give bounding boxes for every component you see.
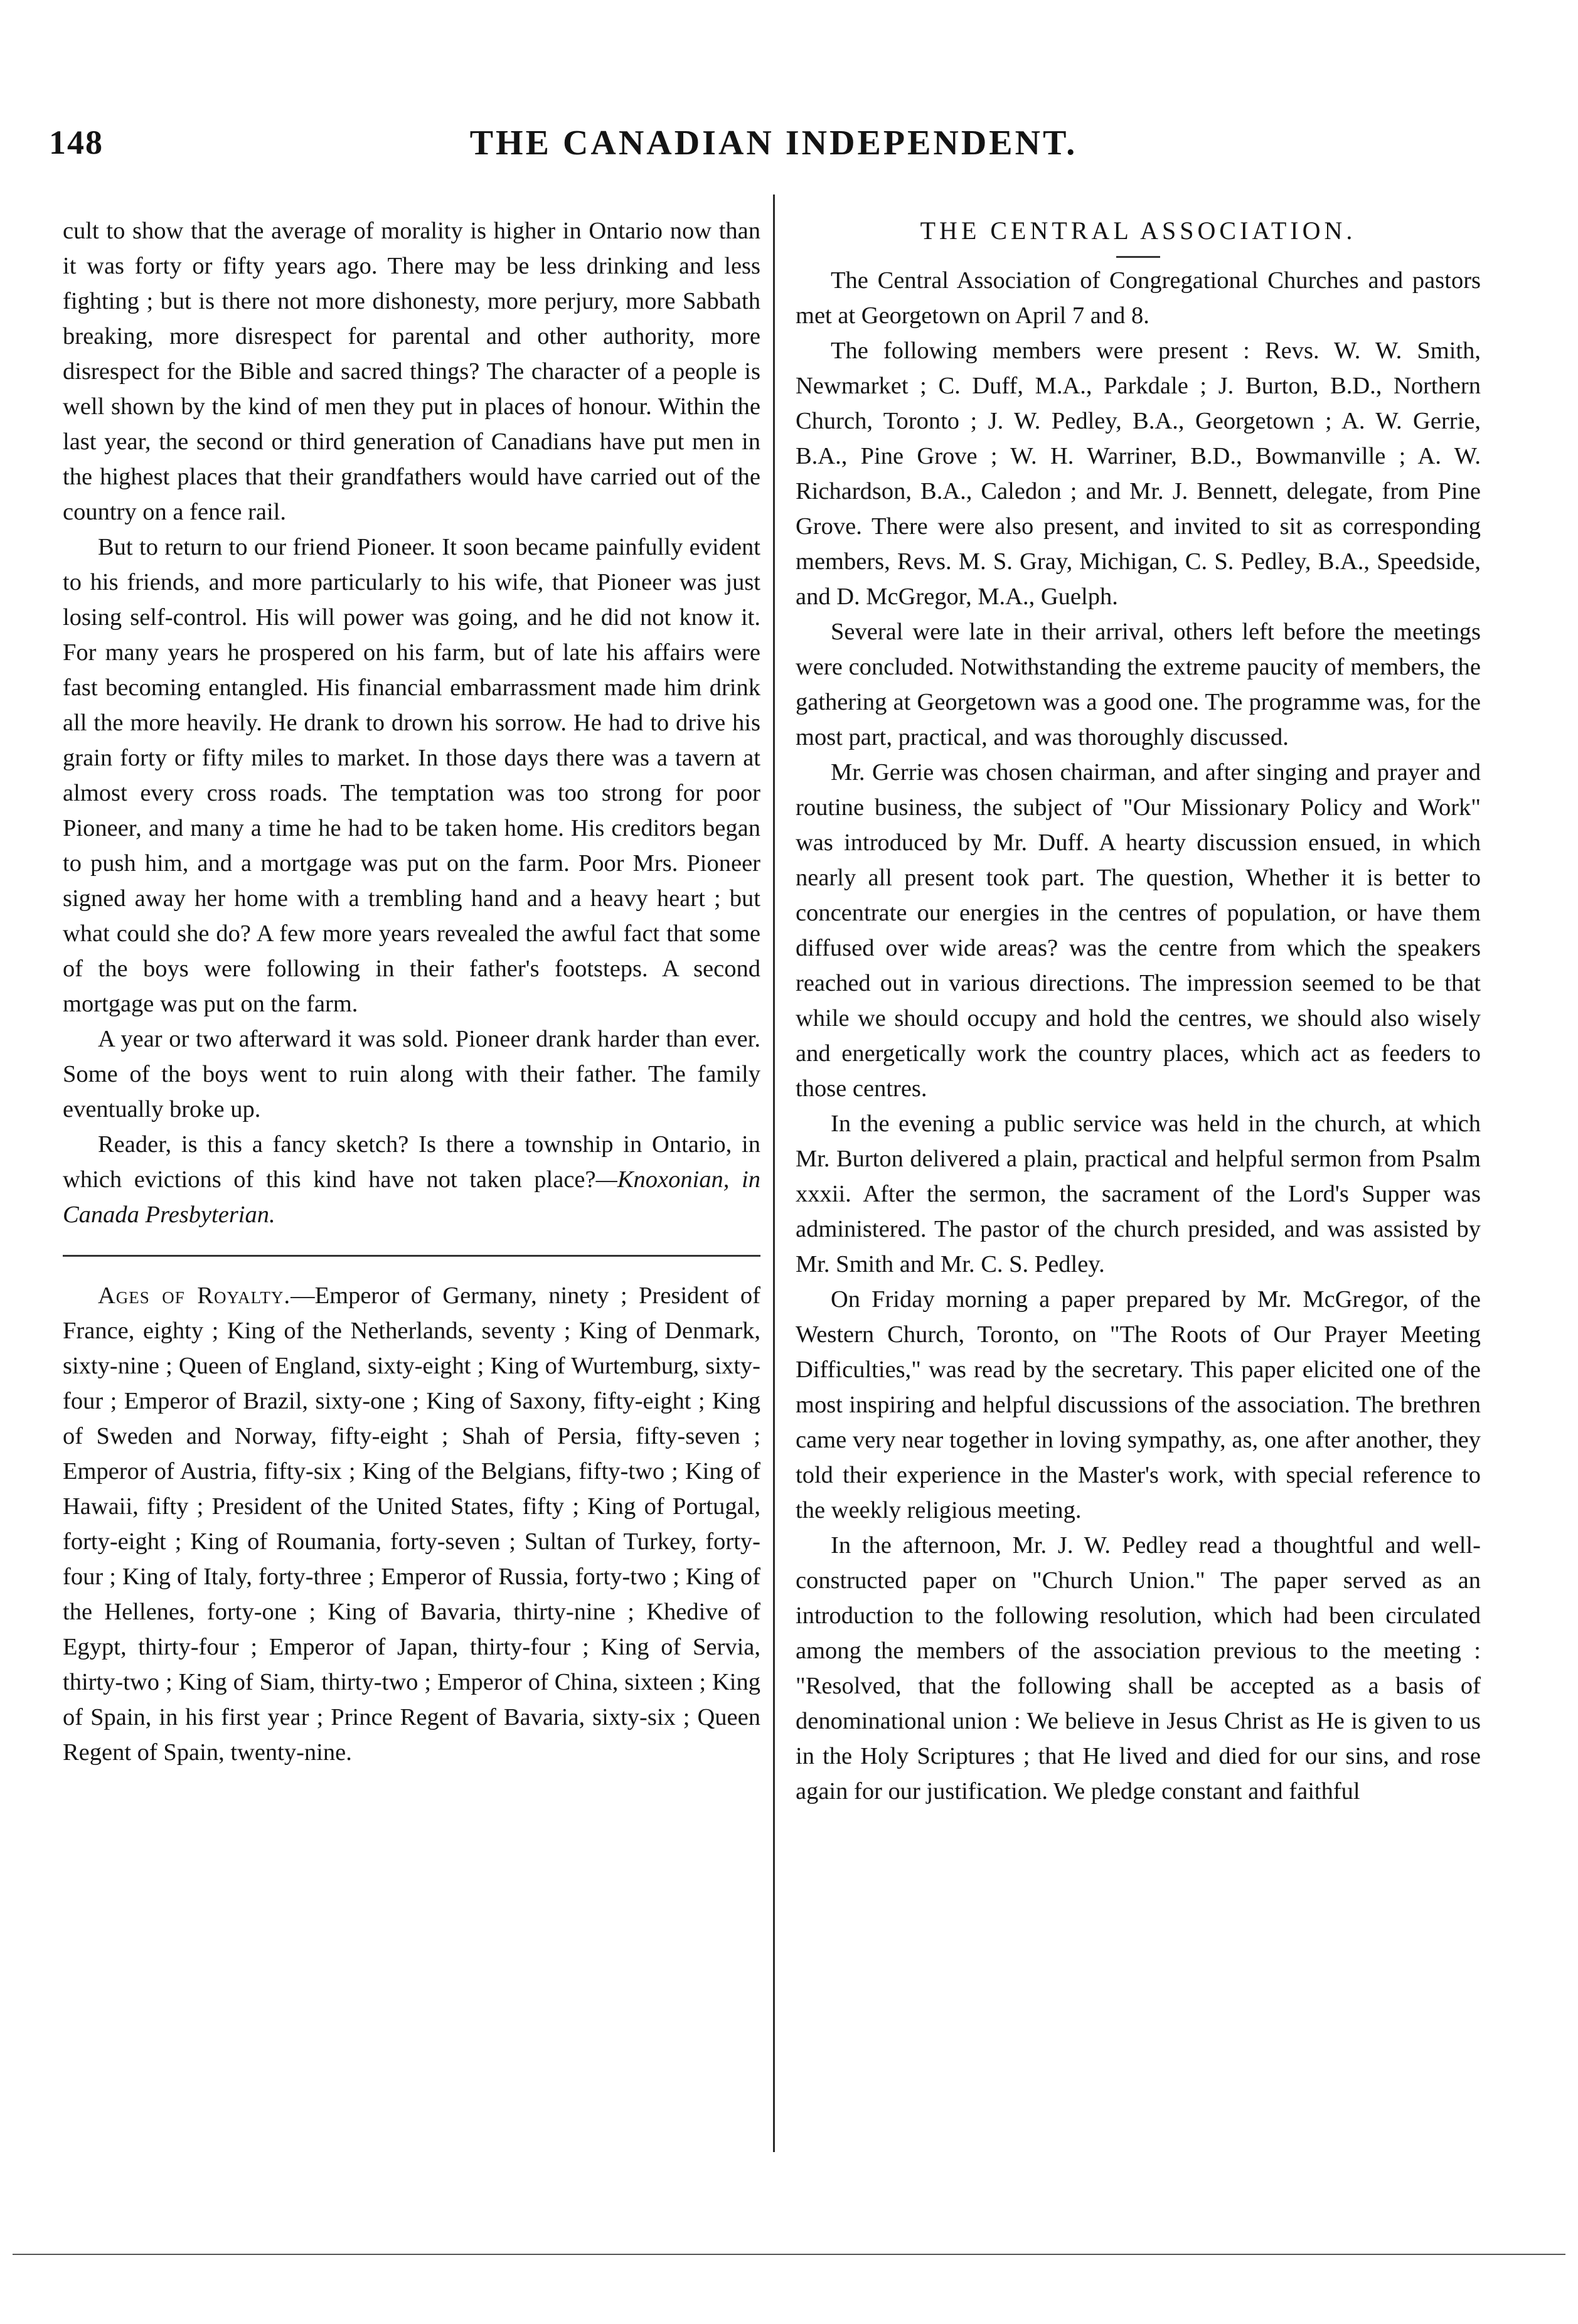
paragraph: But to return to our friend Pioneer. It soon became painfully evident to his friends, and more particularly to his wife, that Pioneer was just losing self-control. His will power was going, and he did not know it. For many years he prospered on his farm, but of late his affairs were fast becoming entangled. His financial embarrassment made him drink all the more heavily. He drank to drown his sorrow. He had to drive his grain forty or fifty miles to market. In those days there was a tavern at almost every cross roads. The temptation was too strong for poor Pioneer, and many a time he had to be taken home. His creditors began to push him, and a mortgage was put on the farm. Poor Mrs. Pioneer signed away her home with a trembling hand and a heavy heart ; but what could she do? A few more years revealed the awful fact that some of the boys were following in their father's footsteps. A second mortgage was put on the farm.	[63, 534, 760, 1017]
left-column	[63, 213, 760, 1770]
paragraph: In the evening a public service was held in the church, at which Mr. Burton delivered a plain, practical and helpful sermon from Psalm xxxii. After the sermon, the sacrament of the Lord's Supper was administered. The pastor of the church presided, and was assisted by Mr. Smith and Mr. C. S. Pedley.	[796, 1111, 1481, 1277]
paragraph: cult to show that the average of morality is higher in Ontario now than it was forty or fifty years ago. There may be less drinking and less fighting ; but is there not more dishonesty, more perjury, more Sabbath breaking, more disrespect for parental and other authority, more disrespect for the Bible and sacred things? The character of a people is well shown by the kind of men they put in places of honour. Within the last year, the second or third generation of Canadians have put men in the highest places that their grandfathers would have carried out of the country on a fence rail.	[63, 218, 760, 525]
paragraph-with-credit	[63, 1127, 760, 1232]
paragraph: Several were late in their arrival, others left before the meetings were concluded. Notwithstanding the extreme paucity of members, the gathering at Georgetown was a good one. The programme was, for the most part, practical, and was thoroughly discussed.	[796, 619, 1481, 750]
source-credit: —Knoxonian, in Canada Presbyterian.	[63, 1166, 760, 1228]
page-header	[49, 123, 1498, 173]
article-separator	[63, 1255, 760, 1257]
journal-title: THE CANADIAN INDEPENDENT.	[469, 124, 1078, 163]
royalty-paragraph	[63, 1278, 760, 1770]
royalty-heading: Ages of Royalty.	[98, 1282, 291, 1309]
paragraph: Mr. Gerrie was chosen chairman, and after singing and prayer and routine business, the subject of "Our Missionary Policy and Work" was introduced by Mr. Duff. A hearty discussion ensued, in which nearly all present took part. The question, Whether it is better to concentrate our energies in the centres of population, or have them diffused over wide areas? was the centre from which the speakers reached out in various directions. The impression seemed to be that while we should occupy and hold the centres, we should also wisely and energetically work the country places, which act as feeders to those centres.	[796, 759, 1481, 1102]
page-number: 148	[49, 124, 104, 161]
paragraph-text: Reader, is this a fancy sketch? Is there a township in Ontario, in which evictions of this kind have not taken place?	[63, 1131, 760, 1193]
title-rule	[1116, 256, 1160, 258]
royalty-text: —Emperor of Germany, ninety ; President of France, eighty ; King of the Netherlands, seventy ; King of Denmark, sixty-nine ; Queen of England, sixty-eight ; King of Wurtemburg, sixty-four ; Emperor of Brazil, sixty-one ; King of Saxony, fifty-eight ; King of Sweden and Norway, fifty-eight ; Shah of Persia, fifty-seven ; Emperor of Austria, fifty-six ; King of the Belgians, fifty-two ; King of Hawaii, fifty ; President of the United States, fifty ; King of Portugal, forty-eight ; King of Roumania, forty-seven ; Sultan of Turkey, forty-four ; King of Italy, forty-three ; Emperor of Russia, forty-two ; King of the Hellenes, forty-one ; King of Bavaria, thirty-nine ; Khedive of Egypt, thirty-four ; Emperor of Japan, thirty-four ; King of Servia, thirty-two ; King of Siam, thirty-two ; Emperor of China, sixteen ; King of Spain, in his first year ; Prince Regent of Bavaria, sixty-six ; Queen Regent of Spain, twenty-nine.	[63, 1282, 760, 1766]
right-column	[796, 213, 1481, 1809]
section-title: THE CENTRAL ASSOCIATION.	[920, 216, 1357, 245]
paragraph: The Central Association of Congregational Churches and pastors met at Georgetown on April 7 and 8.	[796, 267, 1481, 329]
paragraph: In the afternoon, Mr. J. W. Pedley read a thoughtful and well-constructed paper on "Church Union." The paper served as an introduction to the following resolution, which had been circulated among the members of the association previous to the meeting : "Resolved, that the following shall be accepted as a basis of denominational union : We believe in Jesus Christ as He is given to us in the Holy Scriptures ; that He lived and died for our sins, and rose again for our justification. We pledge constant and faithful	[796, 1532, 1481, 1804]
paragraph: The following members were present : Revs. W. W. Smith, Newmarket ; C. Duff, M.A., Parkdale ; J. Burton, B.D., Northern Church, Toronto ; J. W. Pedley, B.A., Georgetown ; A. W. Gerrie, B.A., Pine Grove ; W. H. Warriner, B.D., Bowmanville ; A. W. Richardson, B.A., Caledon ; and Mr. J. Bennett, delegate, from Pine Grove. There were also present, and invited to sit as corresponding members, Revs. M. S. Gray, Michigan, C. S. Pedley, B.A., Speedside, and D. McGregor, M.A., Guelph.	[796, 338, 1481, 610]
column-divider	[773, 195, 775, 2152]
page-bottom-rule	[13, 2254, 1565, 2255]
paragraph: On Friday morning a paper prepared by Mr. McGregor, of the Western Church, Toronto, on "The Roots of Our Prayer Meeting Difficulties," was read by the secretary. This paper elicited one of the most inspiring and helpful discussions of the association. The brethren came very near together in loving sympathy, as, one after another, they told their experience in the Master's work, with special reference to the weekly religious meeting.	[796, 1286, 1481, 1523]
paragraph: A year or two afterward it was sold. Pioneer drank harder than ever. Some of the boys went to ruin along with their father. The family eventually broke up.	[63, 1026, 760, 1122]
